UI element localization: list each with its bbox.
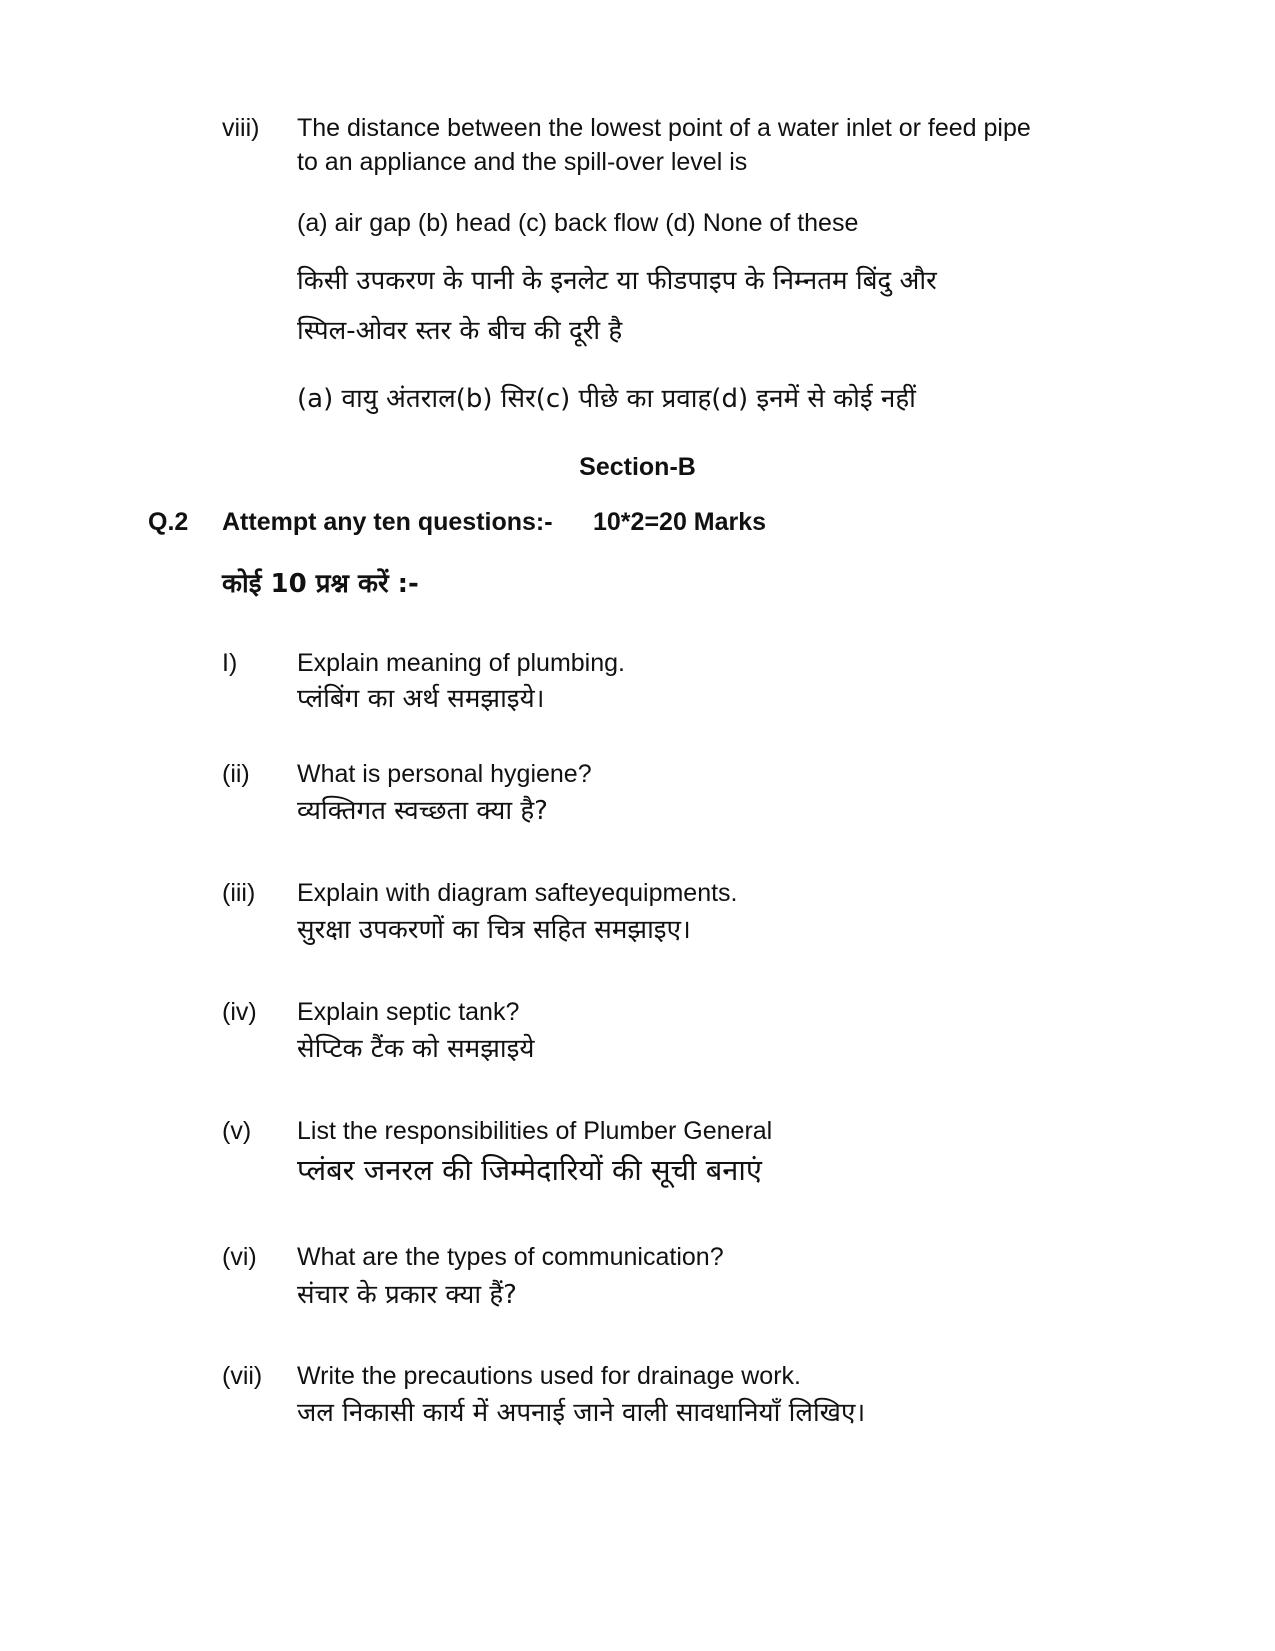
item-question-hi: प्लंबिंग का अर्थ समझाइये। xyxy=(297,684,545,714)
item-question-en: Explain meaning of plumbing. xyxy=(297,649,625,677)
q2-instruction: Attempt any ten questions:- xyxy=(222,508,553,536)
item-question-en: What are the types of communication? xyxy=(297,1243,724,1271)
item-number: (v) xyxy=(222,1117,252,1145)
item-question-hi: संचार के प्रकार क्या हैं? xyxy=(297,1280,517,1310)
question-viii-text-line2: to an appliance and the spill-over level is xyxy=(297,148,748,176)
q2-instruction-hindi: कोई 10 प्रश्न करें :- xyxy=(222,569,419,599)
item-question-hi: सेप्टिक टैंक को समझाइये xyxy=(297,1034,535,1064)
section-title: Section-B xyxy=(579,453,696,481)
item-question-en: List the responsibilities of Plumber General xyxy=(297,1117,773,1145)
question-viii-hindi-options: (a) वायु अंतराल(b) सिर(c) पीछे का प्रवाह(d) इनमें से कोई नहीं xyxy=(297,384,916,414)
item-number: (vii) xyxy=(222,1362,263,1390)
item-question-en: Explain septic tank? xyxy=(297,998,520,1026)
question-number-viii: viii) xyxy=(222,114,260,142)
item-number: (ii) xyxy=(222,760,250,788)
item-number: (iv) xyxy=(222,998,257,1026)
item-question-hi: व्यक्तिगत स्वच्छता क्या है? xyxy=(297,796,548,826)
item-question-en: Write the precautions used for drainage work. xyxy=(297,1362,801,1390)
question-viii-hindi-line2: स्पिल-ओवर स्तर के बीच की दूरी है xyxy=(297,316,623,346)
item-number: I) xyxy=(222,649,238,677)
question-viii-options: (a) air gap (b) head (c) back flow (d) None of these xyxy=(297,209,859,237)
item-question-hi: प्लंबर जनरल की जिम्मेदारियों की सूची बनाएं xyxy=(297,1153,762,1187)
item-number: (vi) xyxy=(222,1243,257,1271)
item-question-hi: जल निकासी कार्य में अपनाई जाने वाली सावधानियाँ लिखिए। xyxy=(297,1398,866,1428)
item-question-en: Explain with diagram safteyequipments. xyxy=(297,879,738,907)
item-question-hi: सुरक्षा उपकरणों का चित्र सहित समझाइए। xyxy=(297,915,691,945)
q2-marks: 10*2=20 Marks xyxy=(593,508,767,536)
item-question-en: What is personal hygiene? xyxy=(297,760,592,788)
q2-number: Q.2 xyxy=(148,508,189,536)
item-number: (iii) xyxy=(222,879,256,907)
question-viii-text-line1: The distance between the lowest point of a water inlet or feed pipe xyxy=(297,114,1031,142)
question-viii-hindi-line1: किसी उपकरण के पानी के इनलेट या फीडपाइप के निम्नतम बिंदु और xyxy=(297,266,937,296)
